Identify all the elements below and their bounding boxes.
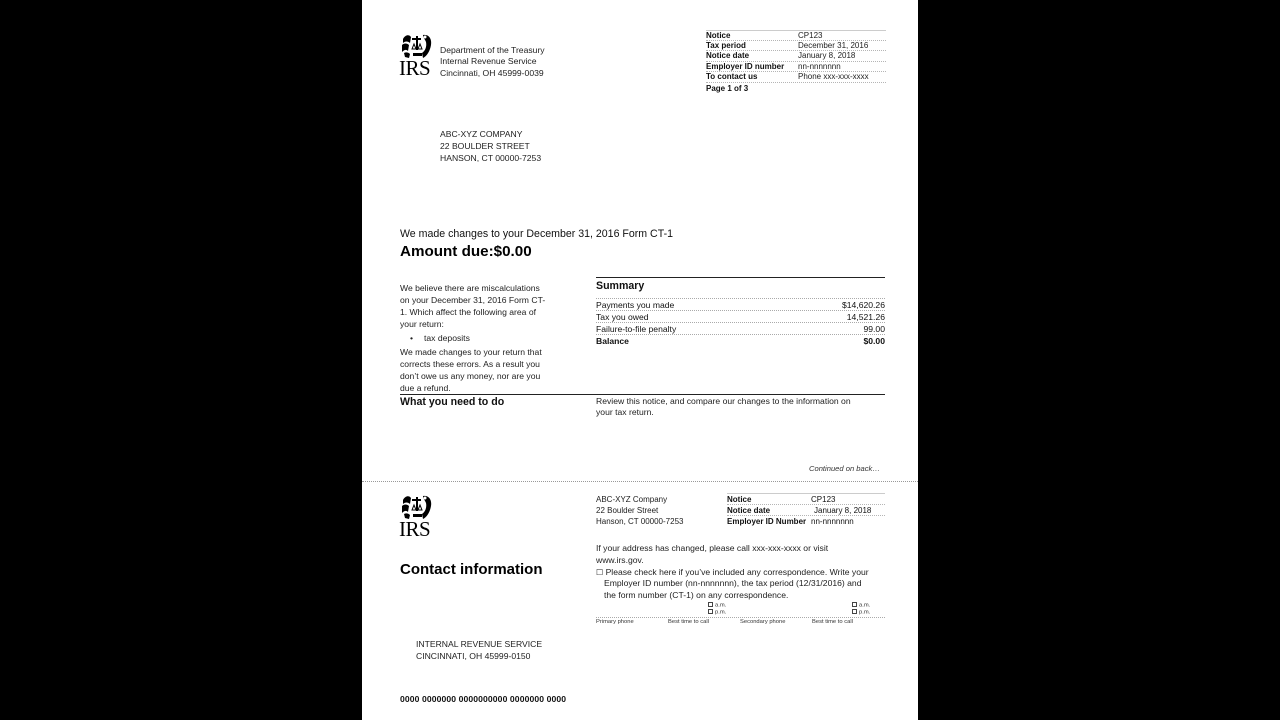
agency-line: Internal Revenue Service: [440, 56, 537, 67]
row-value: January 8, 2018: [814, 506, 872, 515]
agency-line: Department of the Treasury: [440, 45, 545, 55]
summary-title: Summary: [596, 280, 645, 292]
stub-row: [727, 504, 885, 515]
irs-logo-stub: [399, 494, 435, 540]
tax-period-row: [706, 40, 886, 50]
text-line: your return:: [400, 319, 444, 329]
row-value: January 8, 2018: [798, 51, 856, 61]
primary-time-options: [708, 602, 726, 615]
row-value: nn-nnnnnnn: [798, 61, 841, 71]
row-value: Phone xxx-xxx-xxxx: [798, 71, 869, 81]
pm-label: p.m.: [715, 609, 727, 615]
list-item: • tax deposits: [410, 332, 560, 344]
row-value: $0.00: [863, 336, 885, 346]
pm-label: p.m.: [859, 609, 871, 615]
am-label: a.m.: [859, 602, 871, 609]
summary-row: [596, 310, 885, 322]
address-line: ABC-XYZ COMPANY: [440, 129, 523, 139]
row-label: Employer ID number: [706, 61, 785, 71]
row-value: December 31, 2016: [798, 41, 869, 51]
best-time-label: Best time to call: [812, 619, 853, 625]
address-line: 22 BOULDER STREET: [440, 141, 530, 151]
text-line: Please check here if you’ve included any correspondence. Write your: [605, 566, 869, 577]
irs-return-address: [416, 638, 542, 662]
pm-checkbox[interactable]: [852, 609, 857, 614]
text-line: 1. Which affect the following area of: [400, 307, 536, 317]
am-label: a.m.: [715, 602, 727, 609]
text-line: the form number (CT-1) on any correspondence.: [604, 590, 789, 601]
text-line: Review this notice, and compare our changes to the information on: [596, 396, 851, 406]
text-line: don’t owe us any money, nor are you: [400, 371, 541, 381]
pm-checkbox[interactable]: [708, 609, 713, 614]
address-line: ABC-XYZ Company: [596, 495, 668, 504]
row-value: 14,521.26: [846, 312, 885, 322]
text-line: We believe there are miscalculations: [400, 283, 540, 293]
recipient-address: [440, 128, 541, 164]
agency-line: Cincinnati, OH 45999-0039: [440, 67, 544, 78]
summary-row: [596, 298, 885, 310]
continued-on-back: Continued on back…: [809, 464, 880, 473]
address-line: 22 Boulder Street: [596, 506, 659, 515]
row-label: To contact us: [706, 71, 758, 81]
explanation-text: [400, 282, 560, 394]
row-label: Notice date: [727, 506, 771, 515]
text-line: on your December 31, 2016 Form CT-: [400, 295, 546, 305]
correspondence-checkbox[interactable]: ☐: [596, 567, 604, 577]
row-label: Payments you made: [596, 300, 675, 310]
row-value: $14,620.26: [841, 300, 885, 310]
notice-date-row: [706, 50, 886, 60]
stub-row: [727, 515, 885, 526]
row-value: nn-nnnnnnn: [811, 517, 854, 526]
row-label: Tax you owed: [596, 312, 649, 322]
text-line: Employer ID number (nn-nnnnnnn), the tax period (12/31/2016) and: [604, 578, 862, 589]
am-checkbox[interactable]: [708, 602, 713, 607]
stub-row: [727, 493, 885, 504]
tear-line: [362, 481, 918, 482]
phone-fields: [596, 617, 885, 625]
row-value: 99.00: [863, 324, 885, 334]
row-label: Notice: [727, 495, 752, 504]
row-label: Employer ID Number: [727, 517, 807, 526]
correspondence-line: [596, 567, 891, 579]
contact-instructions: [596, 543, 886, 602]
text-line: due a refund.: [400, 383, 451, 393]
row-label: Balance: [596, 336, 629, 346]
employer-id-row: [706, 61, 886, 71]
row-label: Notice date: [706, 51, 750, 61]
affected-areas-list: [400, 332, 560, 344]
contact-row: [706, 71, 886, 81]
text-line: If your address has changed, please call xxx-xxx-xxxx or visit: [596, 543, 829, 553]
stub-sender-address: [596, 494, 683, 527]
page-indicator: Page 1 of 3: [706, 82, 886, 93]
row-value: CP123: [811, 495, 836, 504]
section-divider: [400, 394, 885, 395]
secondary-time-options: [852, 602, 870, 615]
text-line: www.irs.gov.: [596, 554, 644, 565]
summary-balance-row: [596, 334, 885, 346]
irs-wordmark: IRS: [399, 517, 431, 541]
summary-row: [596, 322, 885, 334]
secondary-phone-label: Secondary phone: [740, 619, 786, 625]
address-line: CINCINNATI, OH 45999-0150: [416, 651, 531, 661]
notice-info-table: [706, 30, 886, 93]
address-line: INTERNAL REVENUE SERVICE: [416, 639, 543, 649]
pm-option[interactable]: [708, 609, 726, 616]
row-label: Failure-to-file penalty: [596, 324, 677, 334]
address-line: Hanson, CT 00000-7253: [596, 517, 684, 526]
best-time-label: Best time to call: [668, 619, 709, 625]
text-line: corrects these errors. As a result you: [400, 359, 540, 369]
text-line: your tax return.: [596, 406, 654, 417]
contact-information-heading: Contact information: [400, 561, 543, 578]
row-value: CP123: [798, 31, 823, 40]
address-line: HANSON, CT 00000-7253: [440, 153, 542, 163]
row-label: Notice: [706, 31, 731, 40]
scan-line-number: 0000 0000000 0000000000 0000000 0000: [400, 694, 567, 704]
text-line: We made changes to your return that: [400, 347, 542, 357]
what-to-do-text: [596, 396, 886, 417]
notice-row: [706, 30, 886, 40]
stub-info-table: [727, 493, 885, 526]
agency-address: [440, 45, 545, 79]
notice-intro: We made changes to your December 31, 2016 Form CT-1: [400, 228, 674, 240]
primary-phone-label: Primary phone: [596, 619, 634, 625]
am-checkbox[interactable]: [852, 602, 857, 607]
irs-logo: [399, 33, 435, 79]
row-label: Tax period: [706, 41, 746, 51]
amount-due-heading: Amount due:$0.00: [400, 243, 532, 260]
pm-option[interactable]: [852, 609, 870, 616]
irs-wordmark: IRS: [399, 56, 431, 80]
notice-page: [362, 0, 918, 720]
what-you-need-to-do-heading: What you need to do: [400, 396, 505, 408]
summary-table: [596, 277, 885, 346]
